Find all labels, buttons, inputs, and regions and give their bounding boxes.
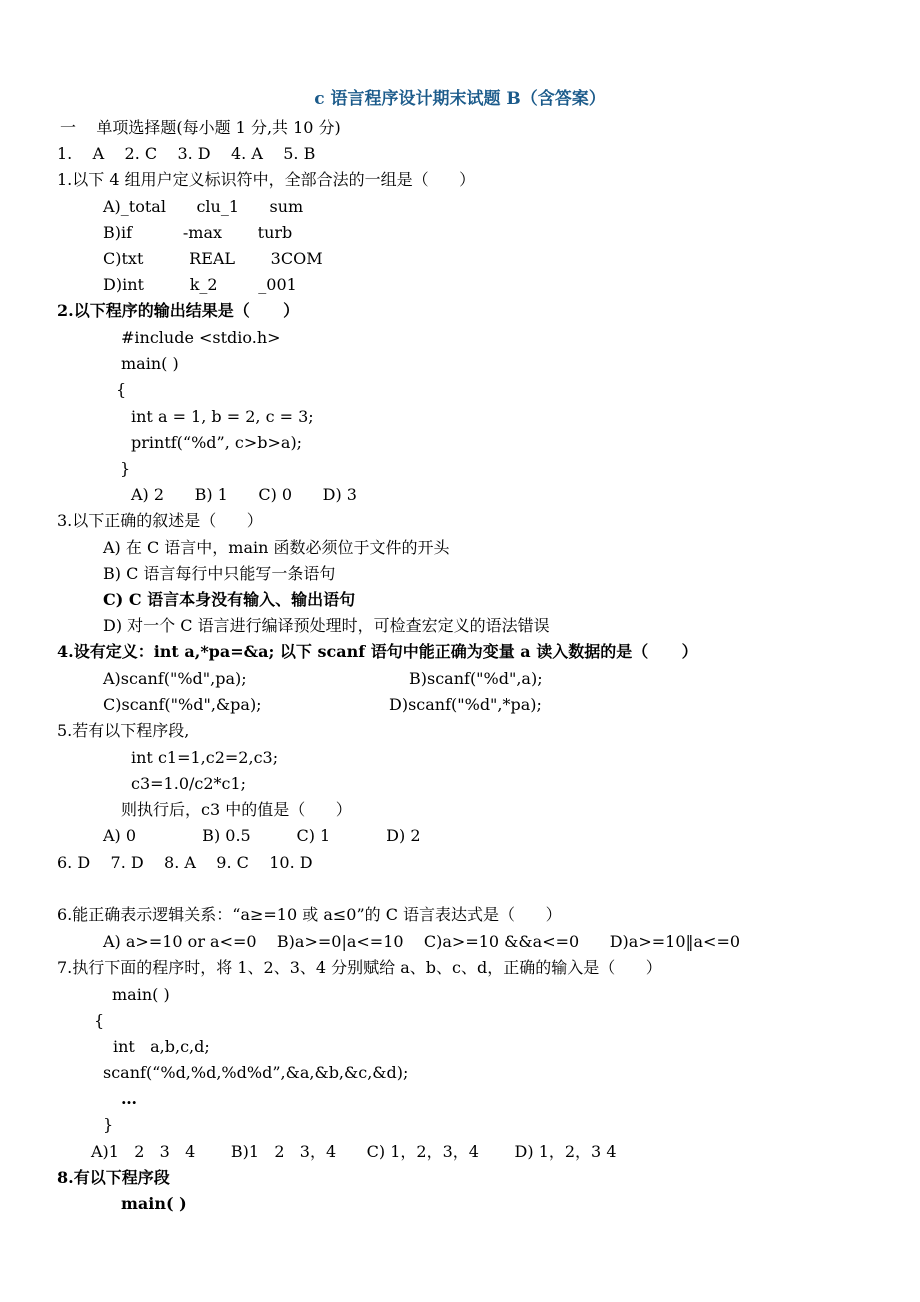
q3-option-a: A) 在 C 语言中，main 函数必须位于文件的开头 [103, 538, 450, 557]
q5-code-line: c3=1.0/c2*c1; [131, 774, 247, 793]
question-2: 2.以下程序的输出结果是（ ） [57, 301, 300, 320]
question-3: 3.以下正确的叙述是（ ） [57, 511, 263, 530]
q7-code-line: int a,b,c,d; [113, 1037, 210, 1056]
q7-options: A)1 2 3 4 B)1 2 3，4 C) 1，2，3，4 D) 1，2，3 4 [91, 1142, 617, 1161]
q2-code-line: int a = 1, b = 2, c = 3; [131, 407, 314, 426]
section-heading: 一 单项选择题(每小题 1 分,共 10 分) [60, 118, 341, 137]
q3-option-d: D) 对一个 C 语言进行编译预处理时，可检查宏定义的语法错误 [103, 616, 550, 635]
question-1: 1.以下 4 组用户定义标识符中，全部合法的一组是（ ） [57, 170, 476, 189]
question-4: 4.设有定义：int a,*pa=&a; 以下 scanf 语句中能正确为变量 a 读入数据的是（ ） [57, 642, 698, 661]
question-7: 7.执行下面的程序时，将 1、2、3、4 分别赋给 a、b、c、d，正确的输入是（ ） [57, 958, 662, 977]
answer-key-1-5: 1. A 2. C 3. D 4. A 5. B [57, 144, 316, 163]
question-6: 6.能正确表示逻辑关系：“a≥=10 或 a≤0”的 C 语言表达式是（ ） [57, 905, 562, 924]
q7-code-line: … [121, 1089, 137, 1108]
q4-option-d: D)scanf("%d",*pa); [389, 695, 542, 714]
q1-option-b: B)if -max turb [103, 223, 293, 242]
q2-code-line: main( ) [121, 354, 179, 373]
q1-option-d: D)int k_2 _001 [103, 275, 297, 294]
q3-option-b: B) C 语言每行中只能写一条语句 [103, 564, 336, 583]
q4-option-a: A)scanf("%d",pa); [103, 669, 247, 688]
q7-code-line: { [94, 1011, 105, 1030]
q1-option-c: C)txt REAL 3COM [103, 249, 323, 268]
q8-code-line: main( ) [121, 1194, 187, 1213]
q5-prompt: 则执行后，c3 中的值是（ ） [121, 800, 352, 819]
q4-option-c: C)scanf("%d",&pa); [103, 695, 262, 714]
q2-code-line: { [116, 380, 127, 399]
q7-code-line: } [103, 1115, 114, 1134]
q2-options: A) 2 B) 1 C) 0 D) 3 [131, 485, 357, 504]
q7-code-line: scanf(“%d,%d,%d%d”,&a,&b,&c,&d); [103, 1063, 409, 1082]
q2-code-line: #include <stdio.h> [121, 328, 281, 347]
q2-code-line: } [120, 459, 131, 478]
answer-key-6-10: 6. D 7. D 8. A 9. C 10. D [57, 853, 313, 872]
q4-option-b: B)scanf("%d",a); [409, 669, 543, 688]
q1-option-a: A)_total clu_1 sum [103, 197, 304, 216]
page-title: c 语言程序设计期末试题 B（含答案） [314, 89, 606, 109]
q7-code-line: main( ) [112, 985, 170, 1004]
q2-code-line: printf(“%d”, c>b>a); [131, 433, 303, 452]
question-8: 8.有以下程序段 [57, 1168, 170, 1187]
q5-code-line: int c1=1,c2=2,c3; [131, 748, 279, 767]
q5-options: A) 0 B) 0.5 C) 1 D) 2 [103, 826, 421, 845]
q3-option-c: C) C 语言本身没有输入、输出语句 [103, 590, 356, 609]
q6-options: A) a>=10 or a<=0 B)a>=0|a<=10 C)a>=10 &&a<=0 D)a>=10‖a<=0 [103, 932, 741, 951]
question-5: 5.若有以下程序段, [57, 721, 190, 740]
